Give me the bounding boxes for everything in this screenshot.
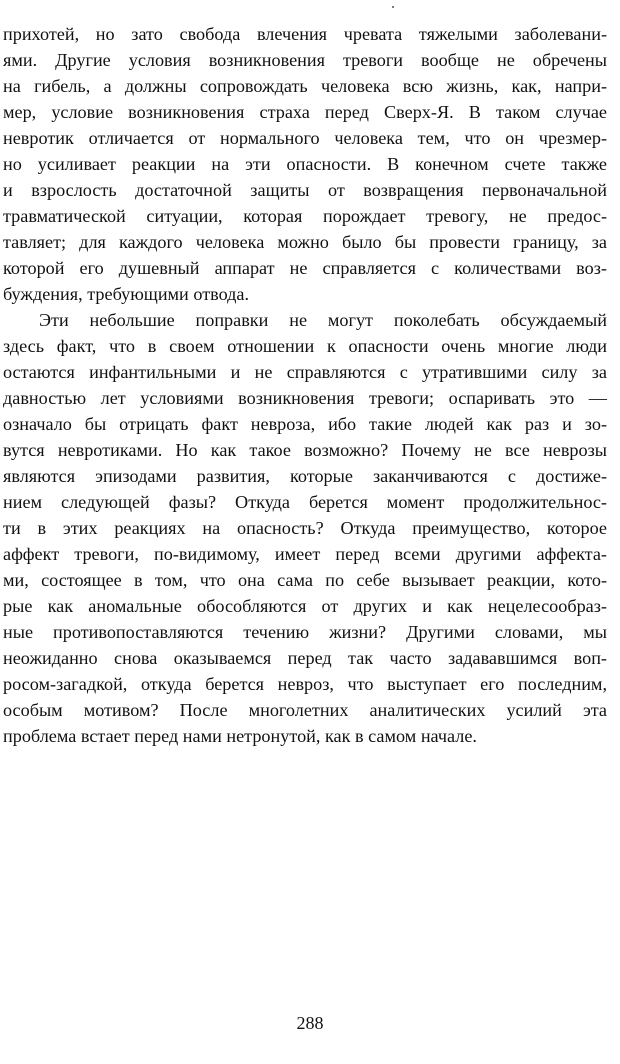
text-line: означало бы отрицать факт невроза, ибо такие людей как раз и зо- [3, 414, 607, 434]
text-line: но усиливает реакции на эти опасности. В конечном счете также [3, 154, 607, 174]
text-line: неожиданно снова оказываемся перед так часто задававшимся воп- [3, 648, 607, 668]
text-line: и взрослость достаточной защиты от возвращения первоначальной [3, 180, 607, 200]
text-line: Эти небольшие поправки не могут поколебать обсуждаемый [39, 310, 607, 330]
text-line: травматической ситуации, которая порождает тревогу, не предос- [3, 206, 607, 226]
text-line: аффект тревоги, по-видимому, имеет перед всеми другими аффекта- [3, 544, 607, 564]
text-line: давностью лет условиями возникновения тревоги; оспаривать это — [3, 388, 607, 408]
text-line: рые как аномальные обособляются от других и как нецелесообраз- [3, 596, 607, 616]
text-line: нием следующей фазы? Откуда берется момент продолжительнос- [3, 492, 607, 512]
text-line: буждения, требующими отвода. [3, 284, 250, 304]
text-line: на гибель, а должны сопровождать человека всю жизнь, как, напри- [3, 76, 607, 96]
text-line: ми, состоящее в том, что она сама по себе вызывает реакции, кото- [3, 570, 607, 590]
text-line: особым мотивом? После многолетних аналитических усилий эта [3, 700, 607, 720]
page-number: 288 [296, 1013, 324, 1033]
body-text [3, 21, 607, 749]
text-line: остаются инфантильными и не справляются с утратившими силу за [3, 362, 607, 382]
paragraph [3, 307, 607, 749]
text-line: проблема встает перед нами нетронутой, как в самом начале. [3, 726, 477, 746]
text-line: ные противопоставляются течению жизни? Другими словами, мы [3, 622, 607, 642]
text-line: росом-загадкой, откуда берется невроз, что выступает его последним, [3, 674, 607, 694]
text-line: являются эпизодами развития, которые заканчиваются с достиже- [3, 466, 607, 486]
text-line: ями. Другие условия возникновения тревоги вообще не обречены [3, 50, 607, 70]
print-speck [392, 6, 394, 8]
text-line: здесь факт, что в своем отношении к опасности очень многие люди [3, 336, 607, 356]
paragraph [3, 21, 607, 307]
text-line: вутся невротиками. Но как такое возможно? Почему не все неврозы [3, 440, 607, 460]
text-line: невротик отличается от нормального человека тем, что он чрезмер- [3, 128, 607, 148]
text-line: ти в этих реакциях на опасность? Откуда преимущество, которое [3, 518, 607, 538]
text-line: мер, условие возникновения страха перед Сверх-Я. В таком случае [3, 102, 607, 122]
text-line: которой его душевный аппарат не справляется с количествами воз- [3, 258, 607, 278]
text-line: тавляет; для каждого человека можно было бы провести границу, за [3, 232, 607, 252]
text-line: прихотей, но зато свобода влечения чревата тяжелыми заболевани- [3, 24, 607, 44]
